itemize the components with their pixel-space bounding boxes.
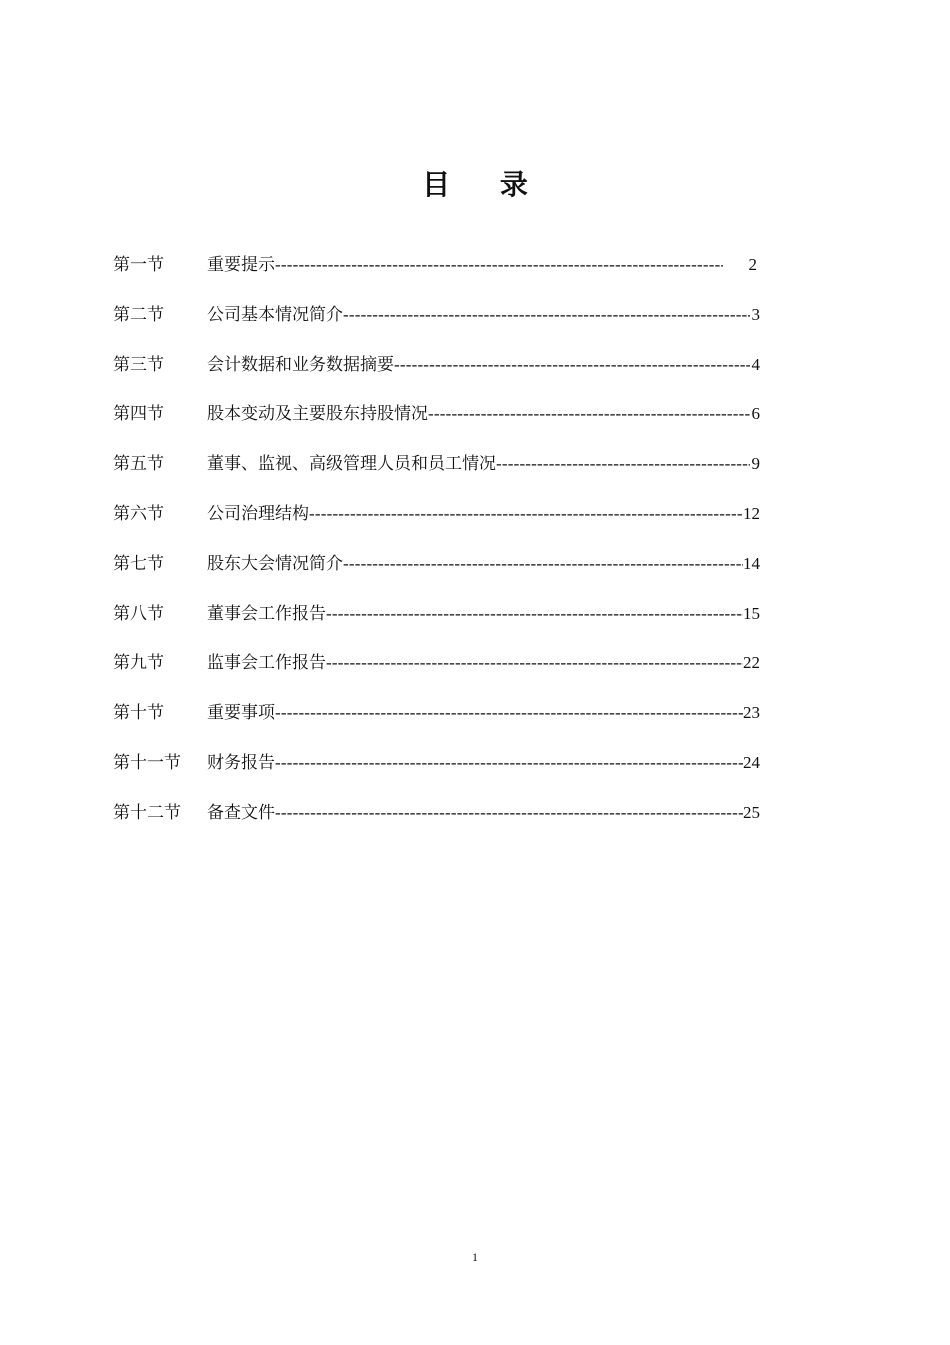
toc-title: 目 录: [422, 167, 548, 201]
toc-entry[interactable]: [113, 501, 773, 551]
toc-section-title: 财务报告: [207, 752, 275, 773]
toc-page-number: 4: [751, 354, 760, 374]
toc-section-number: 第十节: [113, 703, 164, 724]
toc-section-title: 重要提示: [207, 255, 275, 275]
toc-section-title: 会计数据和业务数据摘要: [207, 354, 394, 375]
toc-page-number: 24: [743, 752, 760, 772]
toc-entry[interactable]: [113, 352, 773, 402]
toc-leader-dashes: [309, 501, 743, 527]
toc-entry[interactable]: [113, 650, 773, 700]
toc-section-number: 第四节: [113, 404, 164, 425]
toc-section-number: 第九节: [113, 653, 164, 674]
toc-leader-dashes: [428, 401, 750, 427]
toc-section-number: 第五节: [113, 454, 164, 475]
toc-section-title: 股本变动及主要股东持股情况: [207, 404, 428, 425]
toc-section-title: 监事会工作报告: [207, 653, 326, 674]
toc-entry[interactable]: [113, 451, 773, 501]
toc-leader-dashes: [275, 700, 743, 726]
toc-page-number: 23: [743, 703, 760, 723]
toc-section-number: 第一节: [113, 255, 164, 275]
toc-section-title: 重要事项: [207, 703, 275, 724]
toc-section-number: 第十一节: [113, 752, 181, 773]
toc-section-number: 第二节: [113, 304, 164, 325]
toc-leader-dashes: [326, 650, 743, 676]
toc-page-number: 9: [751, 454, 760, 474]
toc-section-title: 公司基本情况简介: [207, 304, 343, 325]
toc-entry[interactable]: [113, 551, 773, 601]
toc-entry[interactable]: [113, 302, 773, 352]
toc-leader-dashes: [343, 551, 743, 577]
toc-page-number: 12: [743, 503, 760, 523]
toc-section-number: 第三节: [113, 354, 164, 375]
toc-section-title: 股东大会情况简介: [207, 553, 343, 574]
toc-leader-dashes: [343, 302, 750, 328]
toc-page-number: 15: [743, 603, 760, 623]
toc-section-number: 第六节: [113, 503, 164, 524]
toc-section-number: 第七节: [113, 553, 164, 574]
page-number: 1: [472, 1250, 478, 1264]
toc-section-title: 备查文件: [207, 802, 275, 823]
toc-leader-dashes: [275, 800, 743, 826]
toc-leader-dashes: [394, 352, 750, 378]
toc-section-number: 第十二节: [113, 802, 181, 823]
toc-page-number: 6: [751, 404, 760, 424]
toc-entry[interactable]: [113, 800, 773, 850]
toc-page-number: 25: [743, 802, 760, 822]
toc-section-title: 公司治理结构: [207, 503, 309, 524]
toc-entry[interactable]: [113, 252, 773, 302]
toc-section-title: 董事、监视、高级管理人员和员工情况: [207, 454, 496, 475]
toc-entry[interactable]: [113, 401, 773, 451]
toc-entry[interactable]: [113, 750, 773, 800]
toc-section-number: 第八节: [113, 603, 164, 624]
toc-entry[interactable]: [113, 601, 773, 651]
toc-page-number: 3: [751, 304, 760, 324]
table-of-contents: [113, 252, 773, 850]
toc-page-number: 2: [748, 255, 757, 274]
toc-section-title: 董事会工作报告: [207, 603, 326, 624]
toc-leader-dashes: [275, 252, 723, 278]
toc-leader-dashes: [496, 451, 750, 477]
toc-leader-dashes: [275, 750, 743, 776]
toc-page-number: 22: [743, 653, 760, 673]
toc-entry[interactable]: [113, 700, 773, 750]
toc-page-number: 14: [743, 553, 760, 573]
toc-leader-dashes: [326, 601, 743, 627]
